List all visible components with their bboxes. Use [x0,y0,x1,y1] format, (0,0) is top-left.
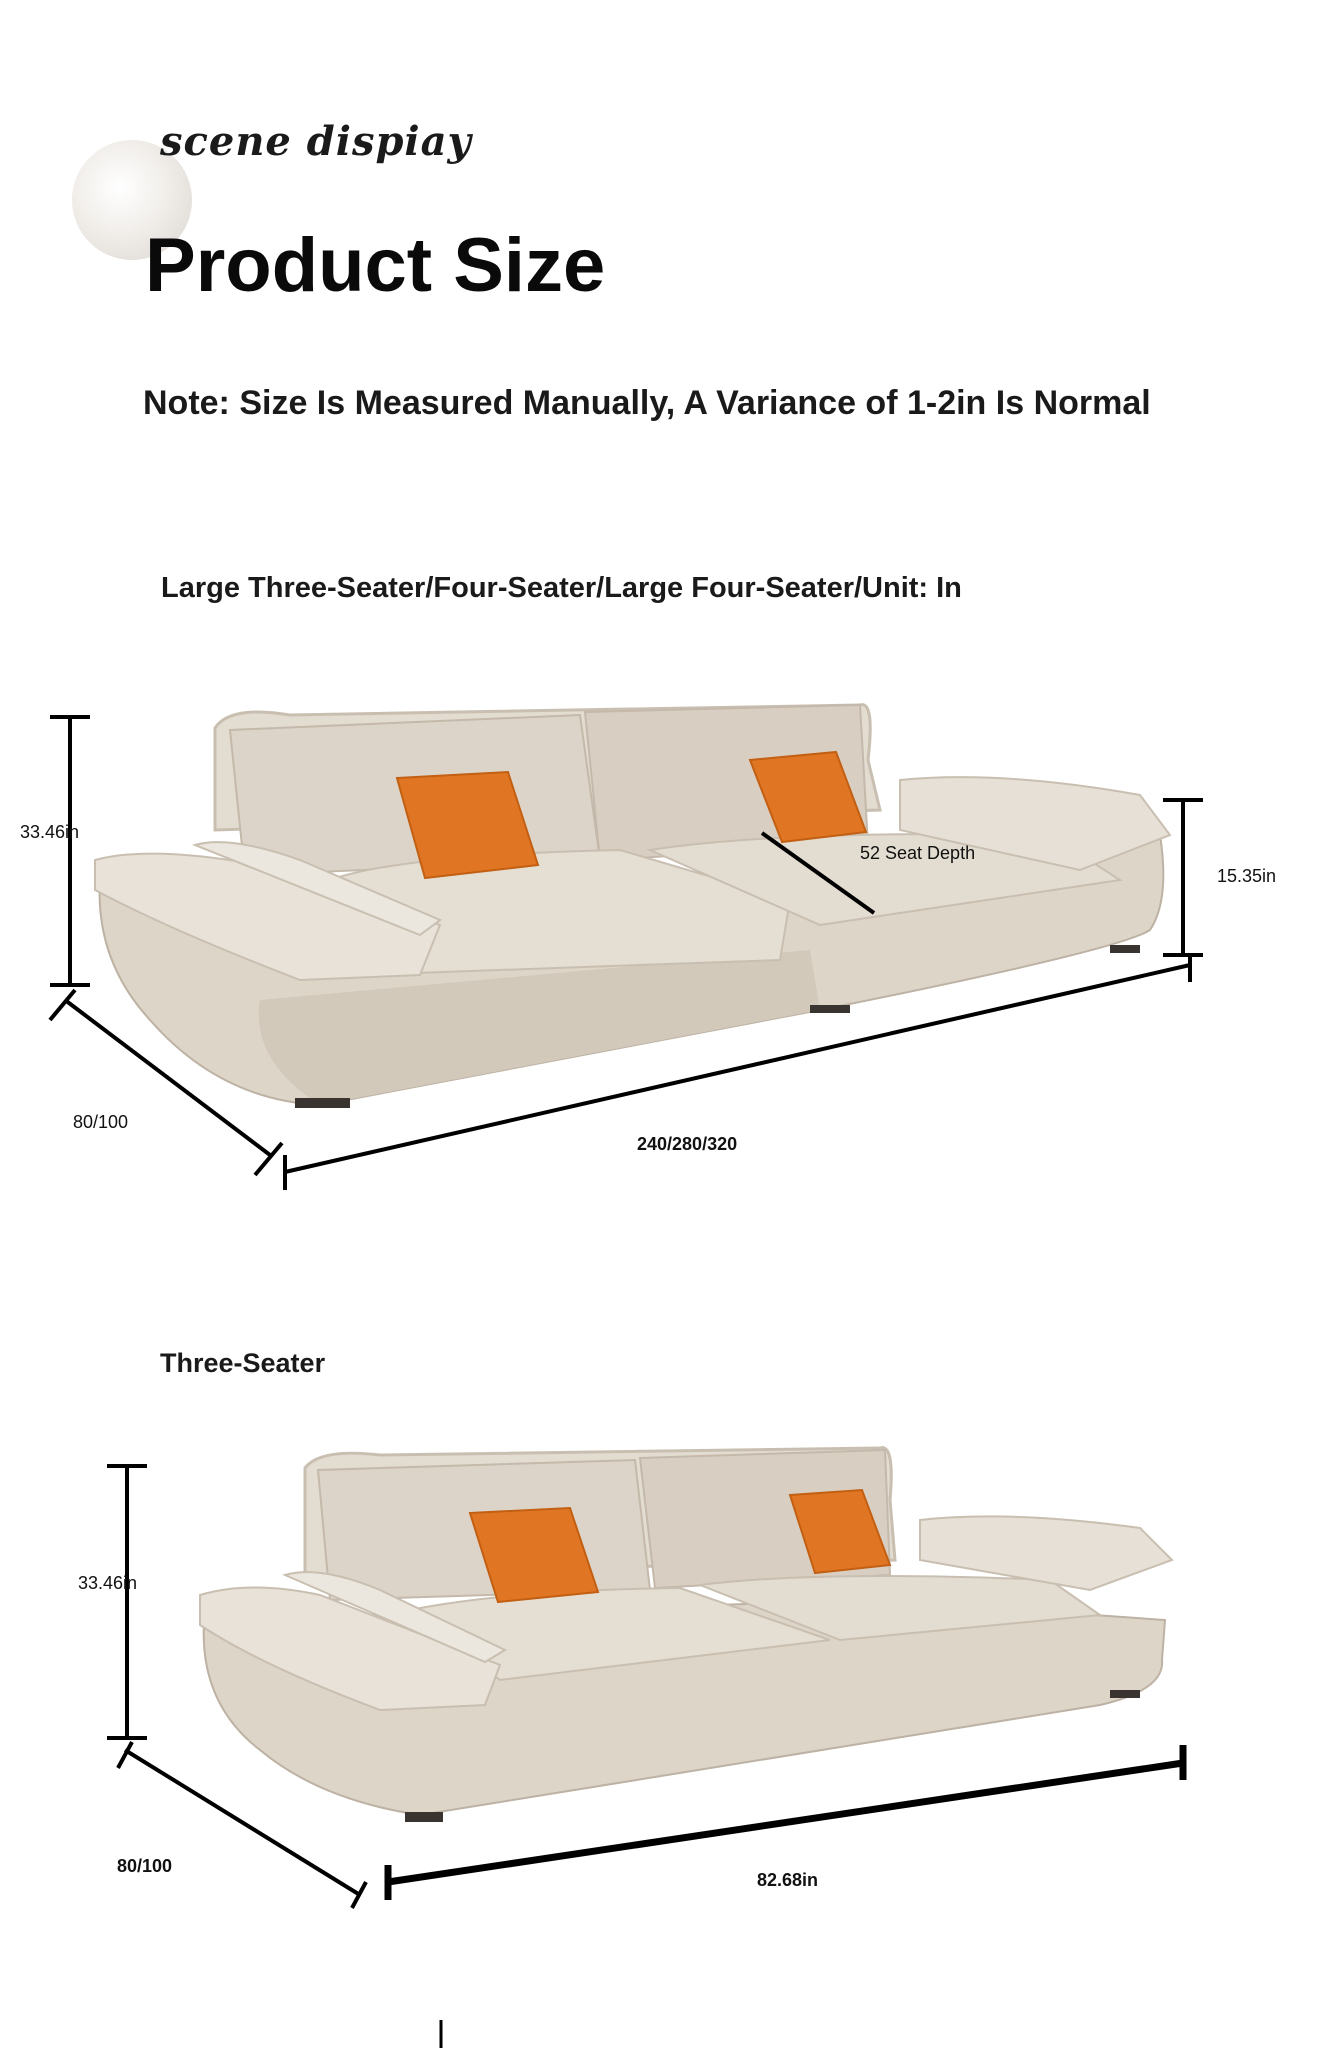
height-label-three-seater: 33.46in [78,1573,138,1593]
width-label-large: 240/280/320 [637,1134,738,1154]
script-heading: scene dispiay [160,118,472,165]
sofa-image-large [95,705,1170,1108]
section-title-large: Large Three-Seater/Four-Seater/Large Four-Seater/Unit: In [161,572,962,604]
sofa-image-three-seater [200,1448,1172,1822]
seat-depth-label: 52 Seat Depth [860,843,976,863]
measurement-note: Note: Size Is Measured Manually, A Variance of 1-2in Is Normal [143,384,1151,422]
page-title: Product Size [145,223,606,308]
arm-height-label: 15.35in [1217,866,1277,886]
depth-label-three-seater: 80/100 [117,1856,173,1876]
section-title-three-seater: Three-Seater [160,1348,326,1378]
height-label-large: 33.46in [20,822,80,842]
depth-label-large: 80/100 [73,1112,129,1132]
width-label-three-seater: 82.68in [757,1870,819,1890]
